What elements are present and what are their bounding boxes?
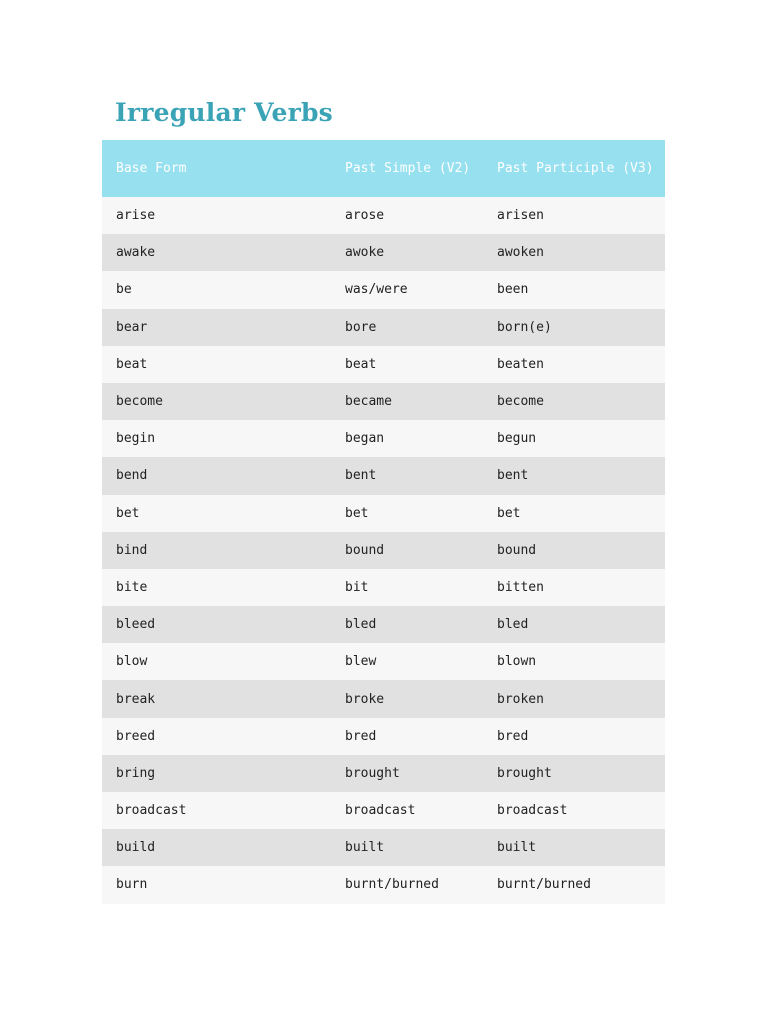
table-row xyxy=(102,569,665,606)
cell-base-form: begin xyxy=(102,420,331,457)
cell-base-form: broadcast xyxy=(102,792,331,829)
cell-past-participle: brought xyxy=(483,755,665,792)
header-row xyxy=(102,140,665,197)
cell-past-participle: broken xyxy=(483,680,665,717)
irregular-verbs-table xyxy=(102,140,665,904)
cell-past-simple: became xyxy=(331,383,483,420)
cell-base-form: bleed xyxy=(102,606,331,643)
header-past-simple: Past Simple (V2) xyxy=(331,140,483,197)
cell-past-simple: bound xyxy=(331,532,483,569)
cell-past-participle: arisen xyxy=(483,197,665,234)
cell-past-participle: bled xyxy=(483,606,665,643)
table-row xyxy=(102,606,665,643)
cell-past-simple: bore xyxy=(331,309,483,346)
table-row xyxy=(102,532,665,569)
cell-base-form: become xyxy=(102,383,331,420)
table-row xyxy=(102,346,665,383)
cell-past-participle: born(e) xyxy=(483,309,665,346)
cell-past-simple: burnt/burned xyxy=(331,866,483,903)
table-row xyxy=(102,309,665,346)
table-row xyxy=(102,829,665,866)
cell-past-participle: been xyxy=(483,271,665,308)
table-row xyxy=(102,383,665,420)
cell-base-form: blow xyxy=(102,643,331,680)
cell-past-simple: bent xyxy=(331,457,483,494)
table-row xyxy=(102,643,665,680)
cell-past-simple: began xyxy=(331,420,483,457)
table-row xyxy=(102,420,665,457)
cell-base-form: break xyxy=(102,680,331,717)
cell-past-participle: begun xyxy=(483,420,665,457)
table-header xyxy=(102,140,665,197)
table-body xyxy=(102,197,665,904)
cell-past-participle: blown xyxy=(483,643,665,680)
cell-past-simple: blew xyxy=(331,643,483,680)
cell-past-participle: burnt/burned xyxy=(483,866,665,903)
cell-past-participle: beaten xyxy=(483,346,665,383)
cell-past-simple: awoke xyxy=(331,234,483,271)
table-row xyxy=(102,718,665,755)
cell-past-participle: built xyxy=(483,829,665,866)
cell-past-simple: bled xyxy=(331,606,483,643)
cell-base-form: bear xyxy=(102,309,331,346)
cell-past-participle: bet xyxy=(483,495,665,532)
table-row xyxy=(102,755,665,792)
cell-past-simple: built xyxy=(331,829,483,866)
cell-base-form: breed xyxy=(102,718,331,755)
cell-base-form: bite xyxy=(102,569,331,606)
cell-past-simple: broke xyxy=(331,680,483,717)
table-row xyxy=(102,792,665,829)
cell-past-participle: bred xyxy=(483,718,665,755)
table-row xyxy=(102,866,665,903)
table-row xyxy=(102,271,665,308)
cell-base-form: beat xyxy=(102,346,331,383)
cell-past-participle: broadcast xyxy=(483,792,665,829)
cell-past-participle: become xyxy=(483,383,665,420)
cell-base-form: arise xyxy=(102,197,331,234)
table-row xyxy=(102,495,665,532)
cell-past-simple: was/were xyxy=(331,271,483,308)
cell-past-simple: bit xyxy=(331,569,483,606)
cell-past-simple: bred xyxy=(331,718,483,755)
cell-past-participle: bitten xyxy=(483,569,665,606)
header-base-form: Base Form xyxy=(102,140,331,197)
table-row xyxy=(102,197,665,234)
cell-past-simple: broadcast xyxy=(331,792,483,829)
cell-past-simple: bet xyxy=(331,495,483,532)
cell-base-form: bind xyxy=(102,532,331,569)
table-row xyxy=(102,457,665,494)
cell-past-participle: bent xyxy=(483,457,665,494)
page-title: Irregular Verbs xyxy=(115,98,333,127)
cell-base-form: burn xyxy=(102,866,331,903)
cell-base-form: bring xyxy=(102,755,331,792)
table-row xyxy=(102,680,665,717)
header-past-participle: Past Participle (V3) xyxy=(483,140,665,197)
cell-base-form: bend xyxy=(102,457,331,494)
table-row xyxy=(102,234,665,271)
cell-past-participle: awoken xyxy=(483,234,665,271)
cell-past-simple: arose xyxy=(331,197,483,234)
cell-base-form: awake xyxy=(102,234,331,271)
cell-base-form: build xyxy=(102,829,331,866)
cell-base-form: be xyxy=(102,271,331,308)
cell-past-simple: brought xyxy=(331,755,483,792)
cell-past-simple: beat xyxy=(331,346,483,383)
cell-past-participle: bound xyxy=(483,532,665,569)
cell-base-form: bet xyxy=(102,495,331,532)
